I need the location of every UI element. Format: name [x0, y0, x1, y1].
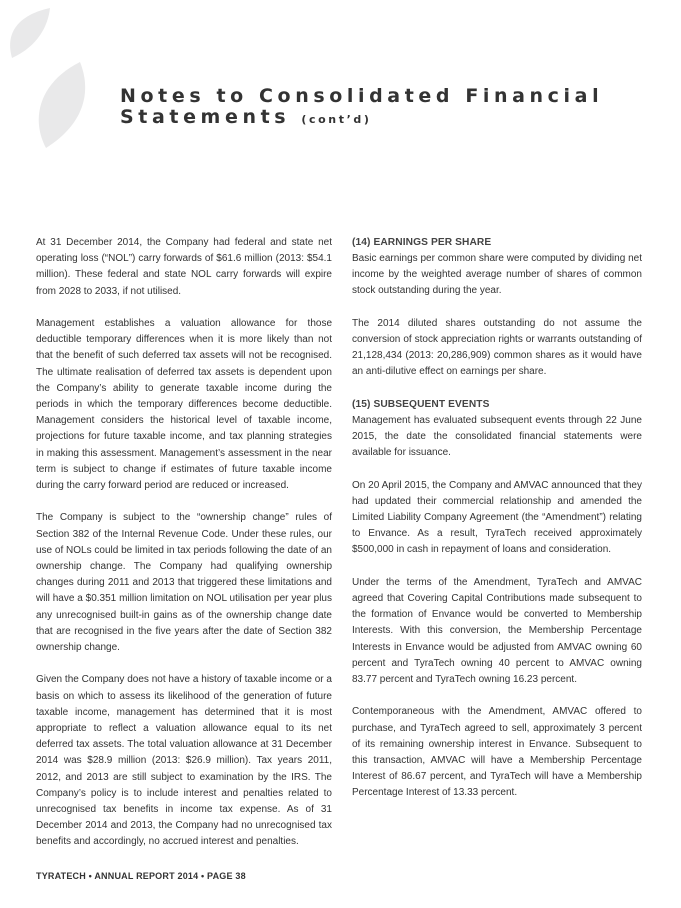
paragraph-basic-eps: Basic earnings per common share were computed by dividing net income by the weighted average number of shares of common stock outstanding during the year.: [352, 253, 642, 297]
paragraph-events-evaluated: Management has evaluated subsequent events through 22 June 2015, the date the consolidated financial statements were available for issuance.: [352, 414, 642, 459]
paragraph-contemporaneous-purchase: Contemporaneous with the Amendment, AMVAC offered to purchase, and TyraTech agreed to sell, approximately 3 percent of its remaining ownership interest in Envance. Subsequent to this transaction, AMVAC will have a Membership Percentage Interest of 86.67 percent, and TyraTech will have a Membership Percentage Interest of 13.33 percent.: [352, 706, 642, 799]
paragraph-ownership-change: The Company is subject to the “ownership change” rules of Section 382 of the Internal Revenue Code. Under these rules, our use of NOLs could be limited in tax periods following the date of an ownership change. The Company had qualifying ownership changes during 2011 and 2013 that triggered these limitations and will have a $0.351 million limitation on NOL utilisation per year plus any unrecognised built-in gains as of the ownership change date that are recognised in the five years after the date of Section 382 ownership change.: [36, 512, 332, 654]
paragraph-nol-carryforwards: At 31 December 2014, the Company had federal and state net operating loss (“NOL”) carry forwards of $61.6 million (2013: $54.1 million). These federal and state NOL carry forwards will expire from 2028 to 2033, if not utilised.: [36, 237, 332, 297]
title-continued: (cont’d): [301, 113, 372, 126]
page-title: [120, 86, 603, 130]
section-heading-subsequent-events: (15) SUBSEQUENT EVENTS: [352, 398, 490, 410]
left-column: [36, 235, 332, 867]
page-footer: TYRATECH • ANNUAL REPORT 2014 • PAGE 38: [36, 871, 246, 881]
paragraph-diluted-shares: The 2014 diluted shares outstanding do not assume the conversion of stock appreciation rights or warrants outstanding of 21,128,434 (2013: 20,286,909) common shares as it would have an anti-dilutive effect on earnings per share.: [352, 317, 642, 378]
decorative-leaf-graphic: [0, 0, 110, 150]
title-line-2: Statements: [120, 106, 291, 128]
paragraph-valuation-allowance: Management establishes a valuation allowance for those deductible temporary differences when it is more likely than not that the benefit of such deferred tax assets will not be recognised. The ultimate realisation of deferred tax assets is dependent upon the Company’s ability to generate taxable income during the periods in which the temporary differences become deductible. Management considers the historical level of taxable income, projections for future taxable income, and tax planning strategies in making this assessment. Management’s assessment in the near term is subject to change if estimates of future taxable income during the carry forward period are reduced or increased.: [36, 318, 332, 492]
title-line-1: Notes to Consolidated Financial: [120, 85, 604, 107]
section-heading-earnings-per-share: (14) EARNINGS PER SHARE: [352, 237, 492, 248]
leaf-shape-small: [10, 8, 50, 58]
leaf-shape-large: [39, 62, 85, 148]
paragraph-amvac-announcement: On 20 April 2015, the Company and AMVAC announced that they had updated their commercial relationship and amended the Limited Liability Company Agreement (the “Amendment”) relating to Envance. As a result, TyraTech received approximately $500,000 in cash in repayment of loans and consideration.: [352, 479, 642, 556]
paragraph-amendment-terms: Under the terms of the Amendment, TyraTech and AMVAC agreed that Covering Capital Contributions made subsequent to the formation of Envance would be converted to Membership Interests. With this conversion, the Membership Percentage Interests in Envance would be adjusted from AMVAC owning 60 percent and TyraTech owning 40 percent to AMVAC owning 83.77 percent and TyraTech owning 16.23 percent.: [352, 576, 642, 686]
paragraph-tax-policy: Given the Company does not have a history of taxable income or a basis on which to assess its likelihood of the generation of future taxable income, management has determined that it is most appropriate to reflect a valuation allowance equal to its net deferred tax assets. The total valuation allowance at 31 December 2014 was $28.9 million (2013: $26.9 million). Tax years 2011, 2012, and 2013 are still subject to examination by the IRS. The Company’s policy is to include interest and penalties related to unrecognised tax benefits in income tax expense. As of 31 December 2014 and 2013, the Company had no unrecognised tax benefits and accordingly, no accrued interest and penalties.: [36, 674, 332, 848]
right-column: [352, 235, 642, 818]
